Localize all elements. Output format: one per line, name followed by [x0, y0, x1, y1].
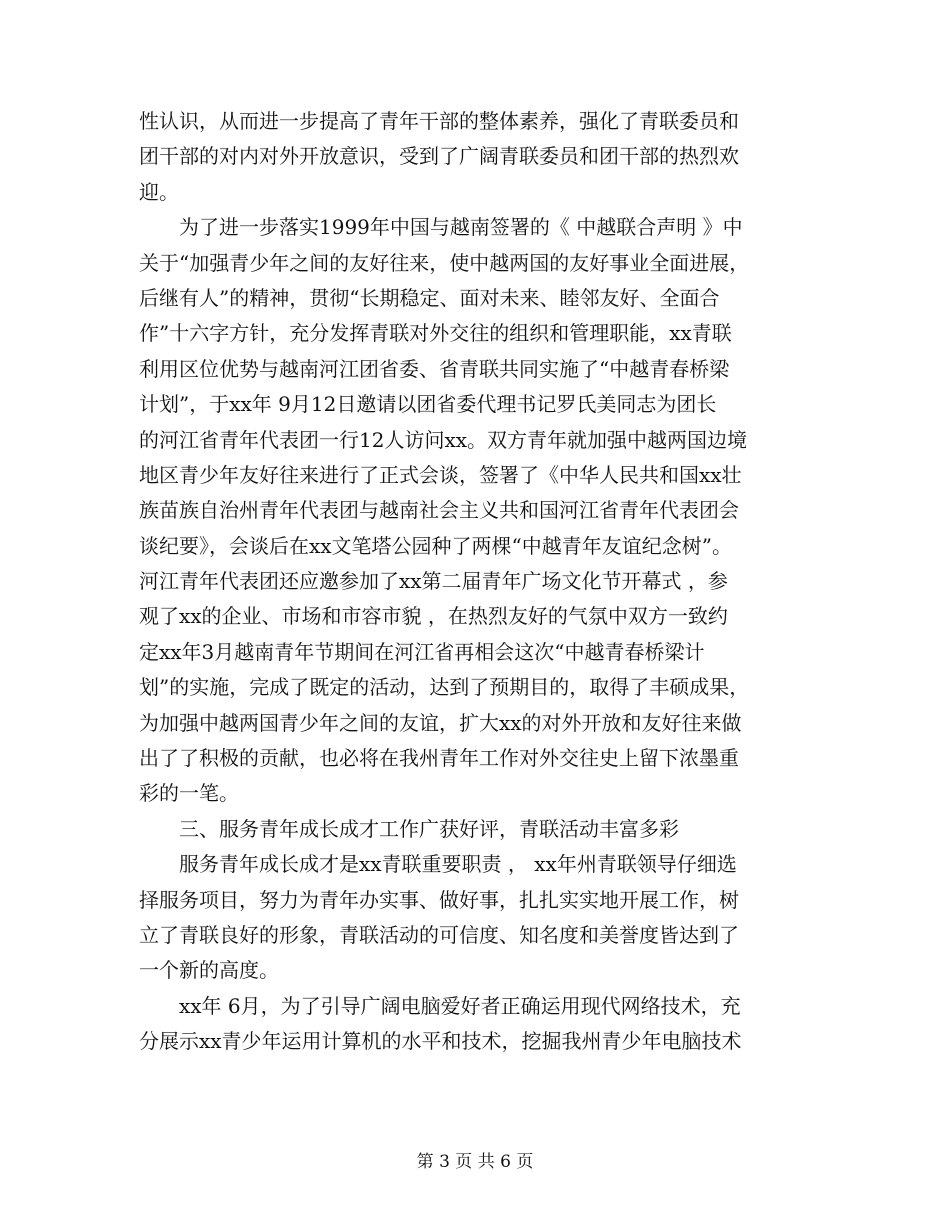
text-line: 为了进一步落实1999年中国与越南签署的《 中越联合声明 》中: [139, 215, 743, 240]
text-line: 服务青年成长成才是xx青联重要职责 ， xx年州青联领导仔细选: [139, 852, 737, 877]
text-line: 出了了积极的贡献，也必将在我州青年工作对外交往史上留下浓墨重: [139, 746, 739, 771]
text-line: 观了xx的企业、市场和市容市貌 ，在热烈友好的气氛中双方一致约: [139, 604, 728, 629]
page-number-footer: 第 3 页 共 6 页: [416, 1152, 534, 1172]
text-line: 计划”，于xx年 9月12日邀请以团省委代理书记罗氏美同志为团长: [139, 392, 717, 417]
text-line: 分展示xx青少年运用计算机的水平和技术，挖掘我州青少年电脑技术: [139, 1029, 742, 1054]
text-line: 后继有人”的精神，贯彻“长期稳定、面对未来、睦邻友好、全面合: [139, 285, 720, 310]
text-line: 为加强中越两国青少年之间的友谊，扩大xx的对外开放和友好往来做: [139, 710, 742, 735]
text-line: 立了青联良好的形象，青联活动的可信度、知名度和美誉度皆达到了: [139, 922, 739, 947]
text-line: 定xx年3月越南青年节期间在河江省再相会这次“中越青春桥梁计: [139, 639, 705, 664]
text-line: 作”十六字方针，充分发挥青联对外交往的组织和管理职能，xx青联: [139, 321, 732, 346]
text-line: 地区青少年友好往来进行了正式会谈，签署了《中华人民共和国xx壮: [139, 462, 742, 487]
text-line: 一个新的高度。: [139, 958, 279, 983]
text-line: 彩的一笔。: [139, 781, 239, 806]
text-line: 利用区位优势与越南河江团省委、省青联共同实施了“中越青春桥梁: [139, 356, 730, 381]
text-line: 性认识，从而进一步提高了青年干部的整体素养，强化了青联委员和: [139, 109, 739, 133]
document-body: [139, 104, 811, 1060]
text-line: xx年 6月，为了引导广阔电脑爱好者正确运用现代网络技术，充: [139, 993, 741, 1018]
text-line: 族苗族自治州青年代表团与越南社会主义共和国河江省青年代表团会: [139, 498, 739, 523]
text-line: 团干部的对内对外开放意识，受到了广阔青联委员和团干部的热烈欢: [139, 144, 739, 169]
section-heading: 三、服务青年成长成才工作广获好评，青联活动丰富多彩: [139, 816, 679, 841]
text-line: 的河江省青年代表团一行12人访问xx。双方青年就加强中越两国边境: [139, 427, 748, 452]
text-line: 关于“加强青少年之间的友好往来，使中越两国的友好事业全面进展，: [139, 250, 750, 275]
text-line: 迎。: [139, 179, 179, 204]
text-line: 谈纪要》，会谈后在xx文笔塔公园种了两棵“中越青年友谊纪念树”。: [139, 533, 733, 558]
text-line: 择服务项目，努力为青年办实事、做好事，扎扎实实地开展工作，树: [139, 887, 739, 912]
text-line: 河江青年代表团还应邀参加了xx第二届青年广场文化节开幕式 ，参: [139, 569, 728, 594]
text-line: 划”的实施，完成了既定的活动，达到了预期目的，取得了丰硕成果，: [139, 675, 750, 700]
